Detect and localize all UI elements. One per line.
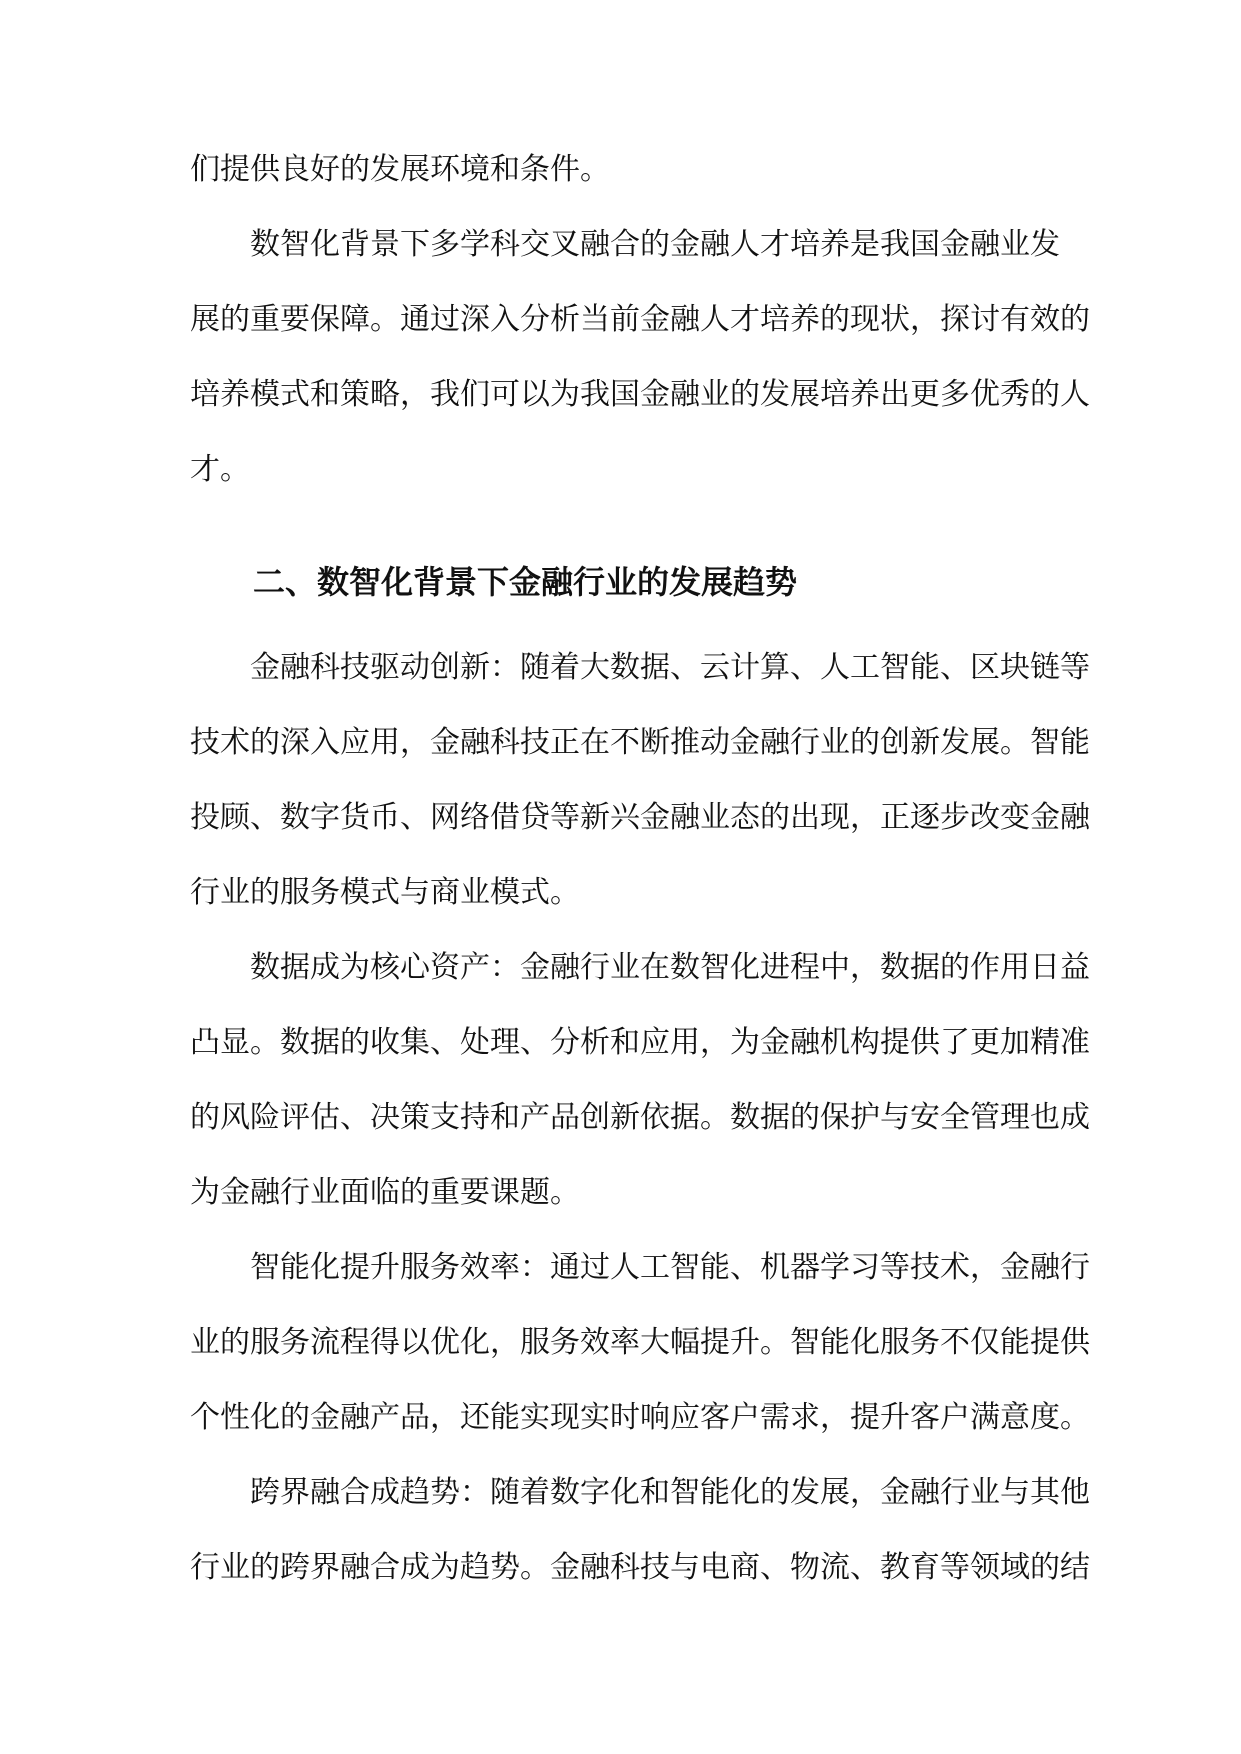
paragraph-line: 才。 [190,452,250,487]
paragraph-line: 们提供良好的发展环境和条件。 [190,152,610,187]
paragraph-line: 行业的服务模式与商业模式。 [190,875,580,910]
paragraph-line: 数据成为核心资产：金融行业在数智化进程中，数据的作用日益 [250,950,1090,985]
paragraph-line: 业的服务流程得以优化，服务效率大幅提升。智能化服务不仅能提供 [190,1325,1090,1360]
paragraph-line: 跨界融合成趋势：随着数字化和智能化的发展，金融行业与其他 [250,1475,1090,1510]
paragraph-line: 的风险评估、决策支持和产品创新依据。数据的保护与安全管理也成 [190,1100,1090,1135]
paragraph-line: 技术的深入应用，金融科技正在不断推动金融行业的创新发展。智能 [190,725,1090,760]
paragraph-line: 展的重要保障。通过深入分析当前金融人才培养的现状，探讨有效的 [190,302,1090,337]
paragraph-line: 行业的跨界融合成为趋势。金融科技与电商、物流、教育等领域的结 [190,1550,1090,1585]
paragraph-line: 凸显。数据的收集、处理、分析和应用，为金融机构提供了更加精准 [190,1025,1090,1060]
paragraph-line: 个性化的金融产品，还能实现实时响应客户需求，提升客户满意度。 [190,1400,1090,1435]
paragraph-line: 数智化背景下多学科交叉融合的金融人才培养是我国金融业发 [250,227,1060,262]
paragraph-line: 为金融行业面临的重要课题。 [190,1175,580,1210]
paragraph-line: 智能化提升服务效率：通过人工智能、机器学习等技术，金融行 [250,1250,1090,1285]
paragraph-line: 金融科技驱动创新：随着大数据、云计算、人工智能、区块链等 [250,650,1090,685]
section-heading: 二、数智化背景下金融行业的发展趋势 [253,563,798,601]
paragraph-line: 投顾、数字货币、网络借贷等新兴金融业态的出现，正逐步改变金融 [190,800,1090,835]
paragraph-line: 培养模式和策略，我们可以为我国金融业的发展培养出更多优秀的人 [190,377,1090,412]
